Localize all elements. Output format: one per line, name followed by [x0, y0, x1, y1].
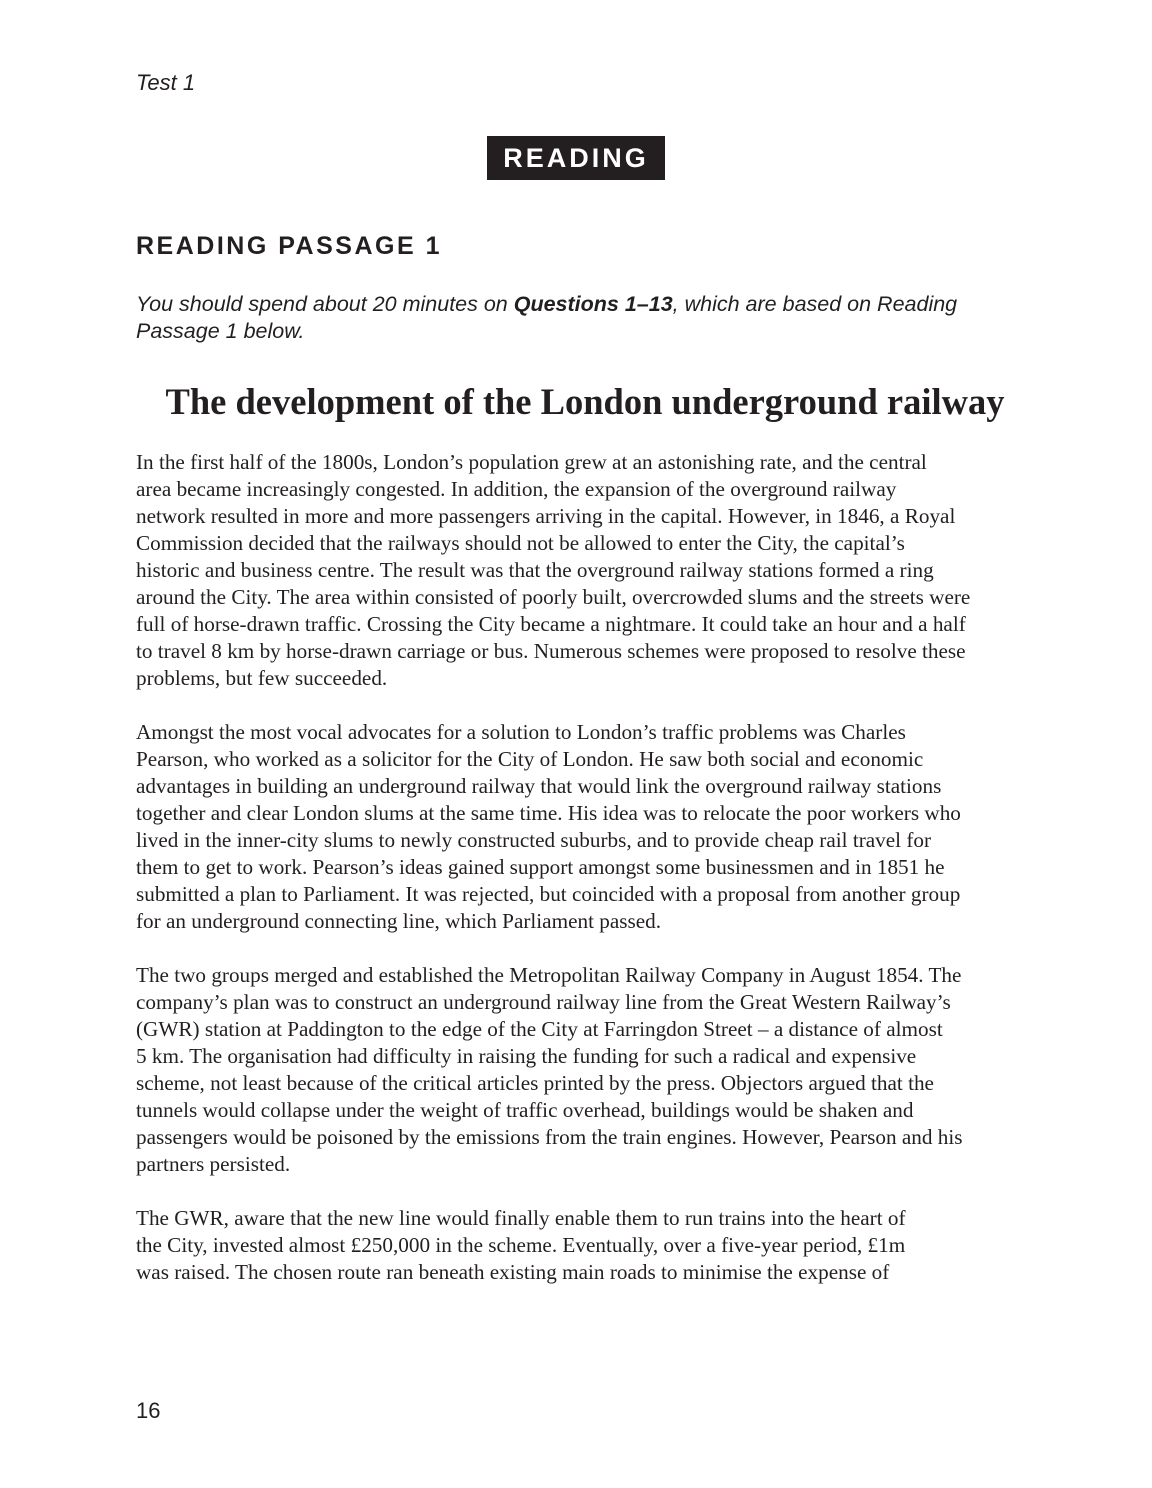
section-banner: READING: [487, 136, 665, 180]
paragraph-line: Pearson, who worked as a solicitor for the City of London. He saw both social and economic: [136, 747, 924, 771]
paragraph-line: area became increasingly congested. In addition, the expansion of the overground railway: [136, 477, 897, 501]
paragraph-line: tunnels would collapse under the weight of traffic overhead, buildings would be shaken and: [136, 1098, 914, 1122]
paragraph: [136, 449, 1041, 692]
paragraph-line: historic and business centre. The result was that the overground railway stations formed a ring: [136, 558, 934, 582]
section-banner-container: [0, 136, 1152, 180]
paragraph-line: scheme, not least because of the critical articles printed by the press. Objectors argued that the: [136, 1071, 934, 1095]
article-title: The development of the London underground railway: [165, 381, 1005, 422]
paragraph: [136, 719, 1041, 935]
paragraph-line: together and clear London slums at the same time. His idea was to relocate the poor workers who: [136, 801, 961, 825]
paragraph-line: network resulted in more and more passengers arriving in the capital. However, in 1846, a Royal: [136, 504, 956, 528]
passage-heading: READING PASSAGE 1: [136, 232, 442, 260]
instructions-text-start: You should spend about 20 minutes on: [136, 292, 514, 316]
paragraph-line: around the City. The area within consisted of poorly built, overcrowded slums and the streets were: [136, 585, 971, 609]
paragraph-line: the City, invested almost £250,000 in the scheme. Eventually, over a five-year period, £1m: [136, 1233, 906, 1257]
paragraph-line: In the first half of the 1800s, London’s population grew at an astonishing rate, and the central: [136, 450, 927, 474]
paragraph-line: submitted a plan to Parliament. It was rejected, but coincided with a proposal from another group: [136, 882, 961, 906]
article-body: [136, 449, 1041, 1313]
paragraph: [136, 962, 1041, 1178]
running-head: Test 1: [136, 70, 196, 95]
paragraph-line: company’s plan was to construct an underground railway line from the Great Western Railway’s: [136, 990, 951, 1014]
paragraph-line: problems, but few succeeded.: [136, 666, 388, 690]
paragraph-line: to travel 8 km by horse-drawn carriage or bus. Numerous schemes were proposed to resolve these: [136, 639, 966, 663]
paragraph-line: advantages in building an underground railway that would link the overground railway stations: [136, 774, 942, 798]
instructions-text-line2: Passage 1 below.: [136, 319, 305, 343]
paragraph-line: 5 km. The organisation had difficulty in raising the funding for such a radical and expensive: [136, 1044, 917, 1068]
paragraph-line: The two groups merged and established the Metropolitan Railway Company in August 1854. The: [136, 963, 962, 987]
paragraph-line: Amongst the most vocal advocates for a solution to London’s traffic problems was Charles: [136, 720, 906, 744]
paragraph-line: partners persisted.: [136, 1152, 291, 1176]
paragraph-line: (GWR) station at Paddington to the edge of the City at Farringdon Street – a distance of almost: [136, 1017, 943, 1041]
instructions: [136, 291, 1026, 345]
paragraph: [136, 1205, 1041, 1286]
paragraph-line: was raised. The chosen route ran beneath existing main roads to minimise the expense of: [136, 1260, 890, 1284]
paragraph-line: full of horse-drawn traffic. Crossing the City became a nightmare. It could take an hour and a half: [136, 612, 966, 636]
paragraph-line: for an underground connecting line, which Parliament passed.: [136, 909, 662, 933]
paragraph-line: passengers would be poisoned by the emissions from the train engines. However, Pearson and his: [136, 1125, 963, 1149]
paragraph-line: Commission decided that the railways should not be allowed to enter the City, the capital’s: [136, 531, 905, 555]
instructions-text-end: , which are based on Reading: [672, 292, 958, 316]
paragraph-line: them to get to work. Pearson’s ideas gained support amongst some businessmen and in 1851 he: [136, 855, 945, 879]
page-number: 16: [136, 1398, 161, 1423]
paragraph-line: The GWR, aware that the new line would finally enable them to run trains into the heart of: [136, 1206, 906, 1230]
paragraph-line: lived in the inner-city slums to newly constructed suburbs, and to provide cheap rail travel for: [136, 828, 932, 852]
instructions-questions-range: Questions 1–13: [513, 292, 673, 316]
